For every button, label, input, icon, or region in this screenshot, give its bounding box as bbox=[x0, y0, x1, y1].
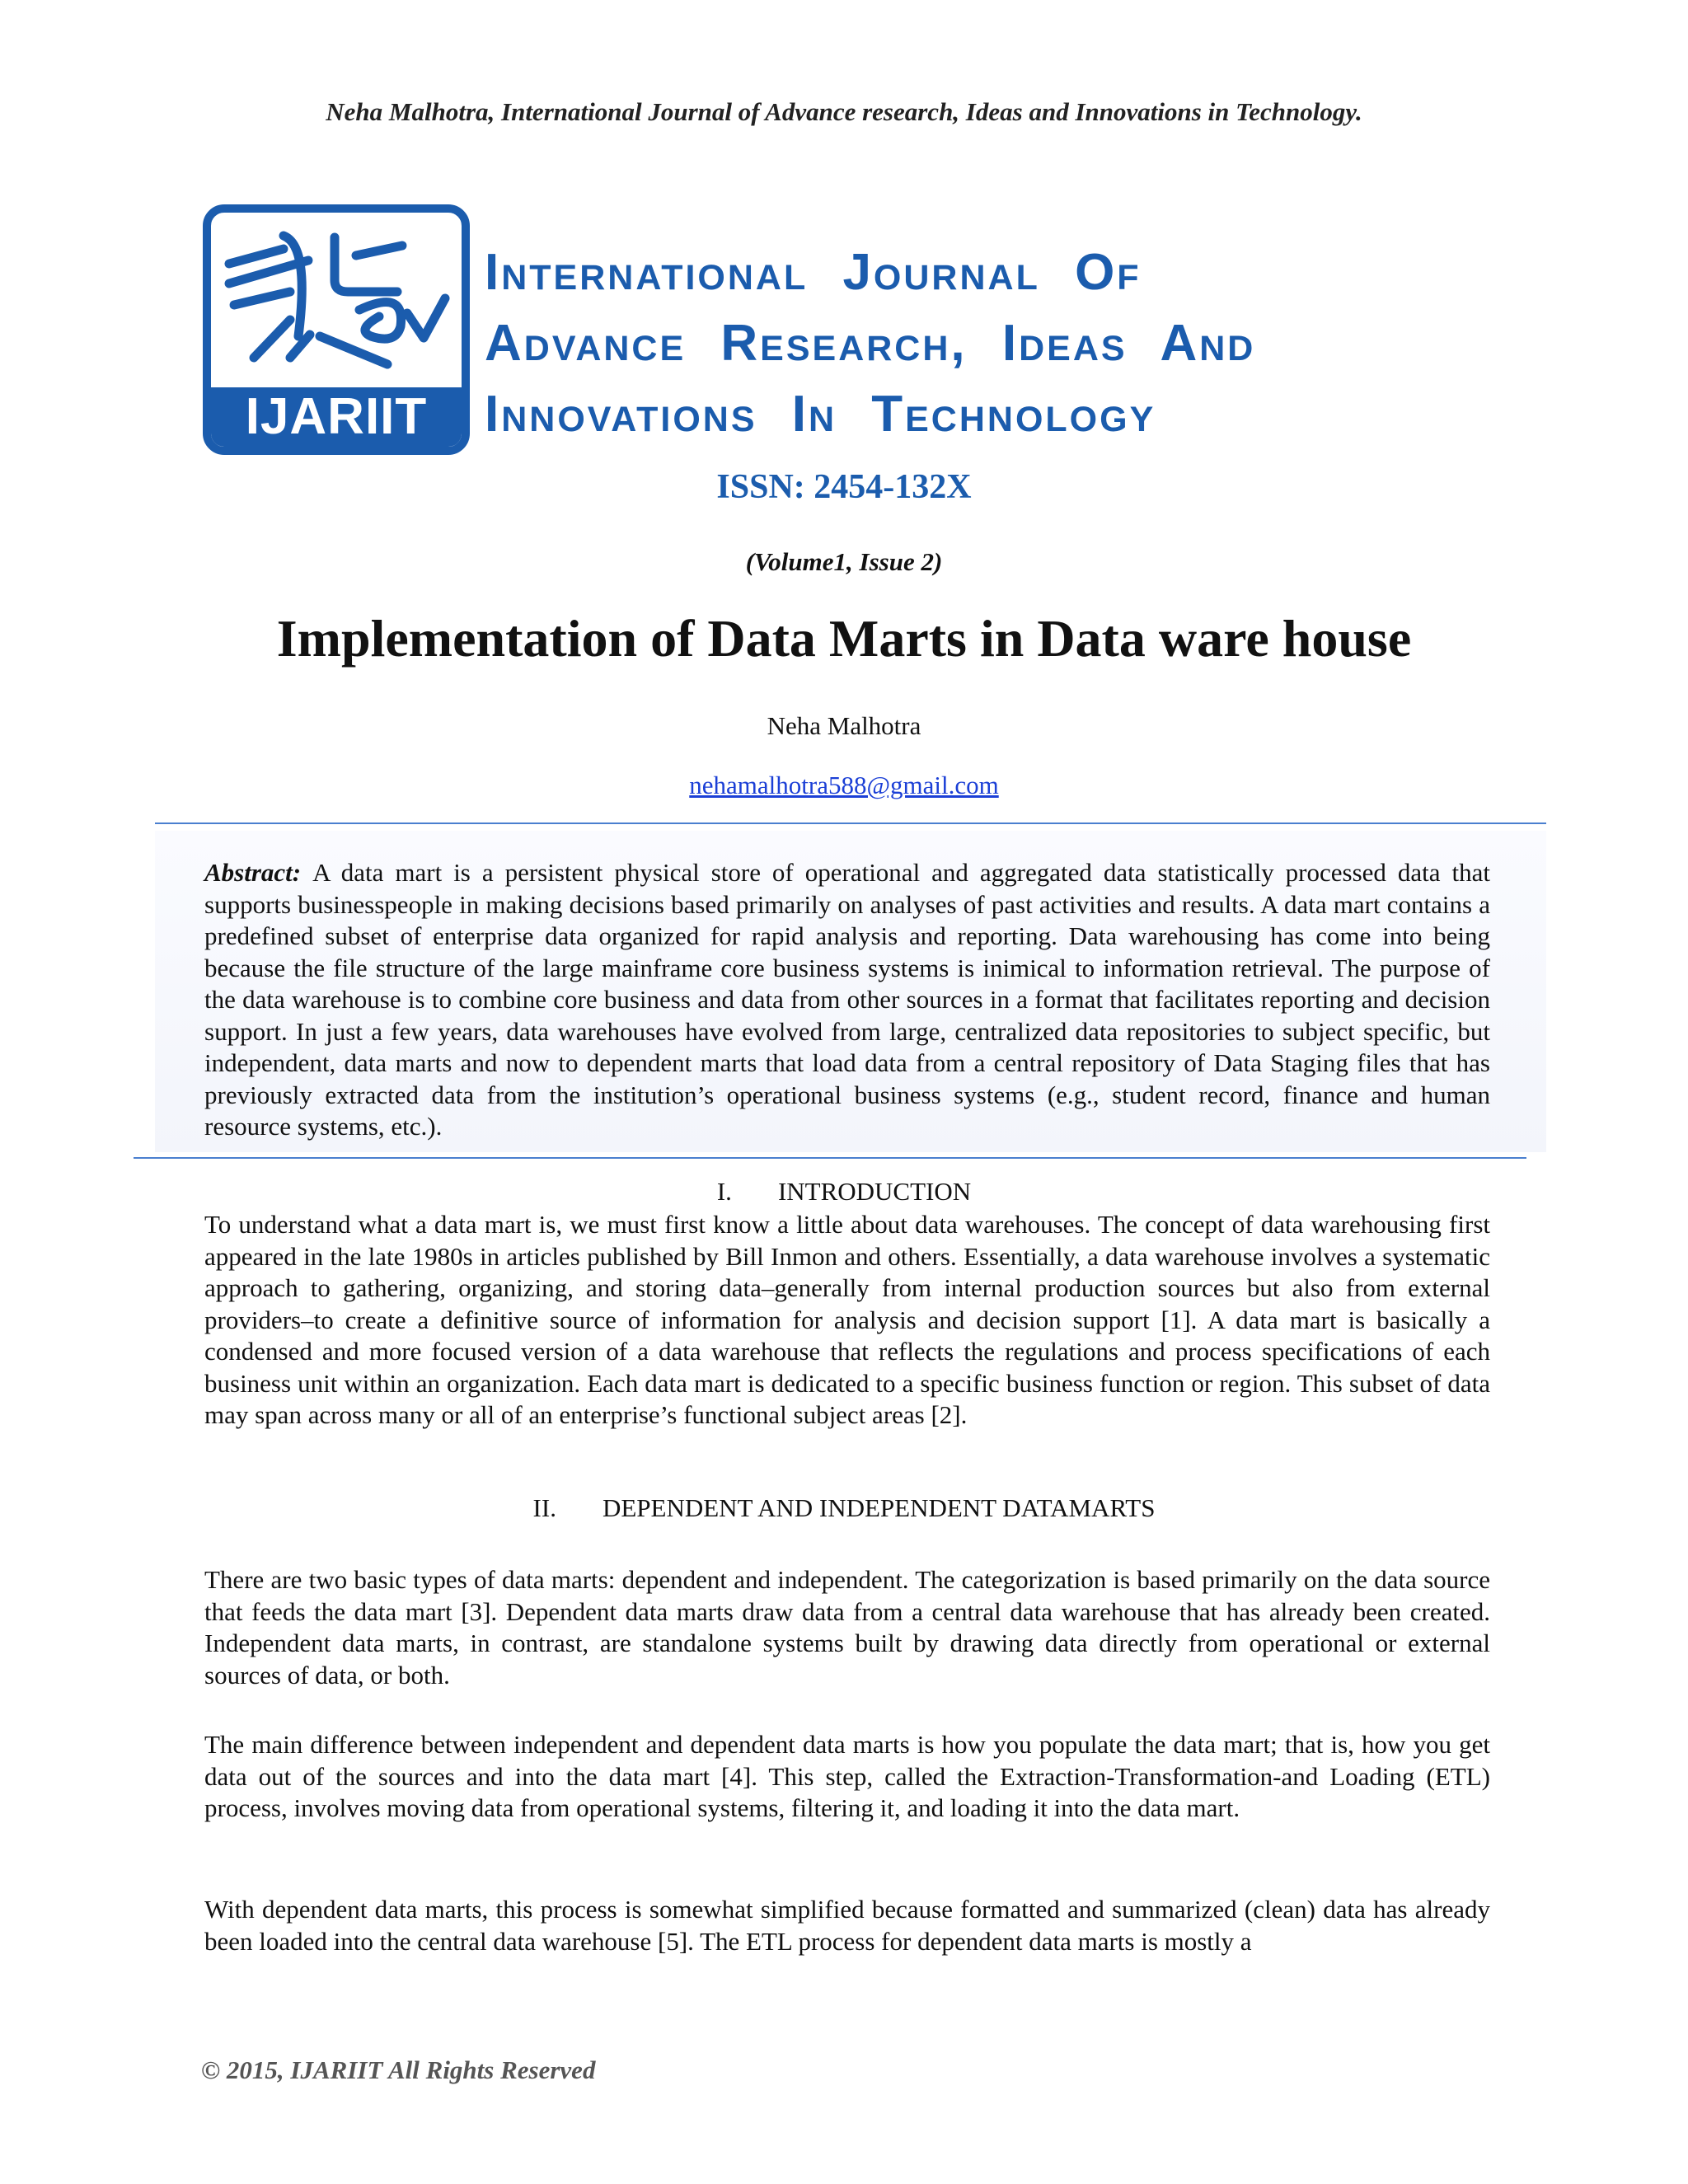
running-head: Neha Malhotra, International Journal of Advance research, Ideas and Innovations in Technology. bbox=[326, 97, 1362, 126]
journal-name-line-2: Advance Research, Ideas And bbox=[485, 315, 1256, 372]
section-heading-datamarts bbox=[0, 1493, 1688, 1523]
section-title: INTRODUCTION bbox=[777, 1177, 972, 1206]
issn: ISSN: 2454-132X bbox=[716, 468, 972, 506]
section-title: DEPENDENT AND INDEPENDENT DATAMARTS bbox=[602, 1493, 1156, 1522]
abstract-top-rule bbox=[155, 823, 1546, 824]
section-number: II. bbox=[532, 1493, 556, 1522]
logo-emblem-icon bbox=[211, 213, 462, 386]
abstract bbox=[204, 857, 1490, 1143]
datamarts-paragraph-1: There are two basic types of data marts: dependent and independent. The categorization is based primarily on the data source that feeds the data mart [3]. Dependent data marts draw data from a central data warehouse that has already been created. Independent data marts, in contrast, are standalone systems built by drawing data directly from operational or external sources of data, or both. bbox=[204, 1565, 1490, 1690]
section-number: I. bbox=[716, 1177, 732, 1206]
journal-name-line-3: Innovations In Technology bbox=[485, 386, 1156, 443]
journal-logo bbox=[203, 204, 470, 455]
datamarts-paragraph-2: The main difference between independent and dependent data marts is how you populate the data mart; that is, how you get data out of the sources and into the data mart [4]. This step, called the Extraction-Transformation-and Loading (ETL) process, involves moving data from operational systems, filtering it, and loading it into the data mart. bbox=[204, 1730, 1490, 1822]
author-email-link[interactable]: nehamalhotra588@gmail.com bbox=[689, 771, 999, 799]
section-heading-introduction bbox=[0, 1177, 1688, 1207]
journal-name bbox=[485, 237, 1391, 450]
author-name: Neha Malhotra bbox=[767, 711, 921, 740]
paper-title: Implementation of Data Marts in Data ware house bbox=[276, 609, 1412, 668]
logo-wordmark: IJARIIT bbox=[211, 387, 462, 447]
copyright-footer: © 2015, IJARIIT All Rights Reserved bbox=[201, 2055, 596, 2084]
intro-paragraph: To understand what a data mart is, we must first know a little about data warehouses. The concept of data warehousing first appeared in the late 1980s in articles published by Bill Inmon and others. Essentially, a data warehouse involves a systematic approach to gathering, organizing, and storing data–generally from internal production sources but also from external providers–to create a definitive source of information for analysis and decision support [1]. A data mart is basically a condensed and more focused version of a data warehouse that reflects the regulations and process specifications of each business unit within an organization. Each data mart is dedicated to a specific business function or region. This subset of data may span across many or all of an enterprise’s functional subject areas [2]. bbox=[204, 1210, 1490, 1429]
abstract-label: Abstract: bbox=[204, 858, 302, 887]
journal-name-line-1: International Journal Of bbox=[485, 244, 1142, 301]
volume-issue: (Volume1, Issue 2) bbox=[745, 547, 943, 576]
abstract-bottom-rule bbox=[134, 1157, 1526, 1159]
abstract-text: A data mart is a persistent physical store of operational and aggregated data statistically processed data that supports businesspeople in making decisions based primarily on analyses of past activities and results. A data mart contains a predefined subset of enterprise data organized for rapid analysis and reporting. Data warehousing has come into being because the file structure of the large mainframe core business systems is inimical to information retrieval. The purpose of the data warehouse is to combine core business and data from other sources in a format that facilitates reporting and decision support. In just a few years, data warehouses have evolved from large, centralized data repositories to subject specific, but independent, data marts and now to dependent marts that load data from a central repository of Data Staging files that has previously extracted data from the institution’s operational business systems (e.g., student record, finance and human resource systems, etc.). bbox=[204, 858, 1490, 1141]
datamarts-paragraph-3: With dependent data marts, this process is somewhat simplified because formatted and summarized (clean) data has already been loaded into the central data warehouse [5]. The ETL process for dependent data marts is mostly a bbox=[204, 1895, 1490, 1956]
